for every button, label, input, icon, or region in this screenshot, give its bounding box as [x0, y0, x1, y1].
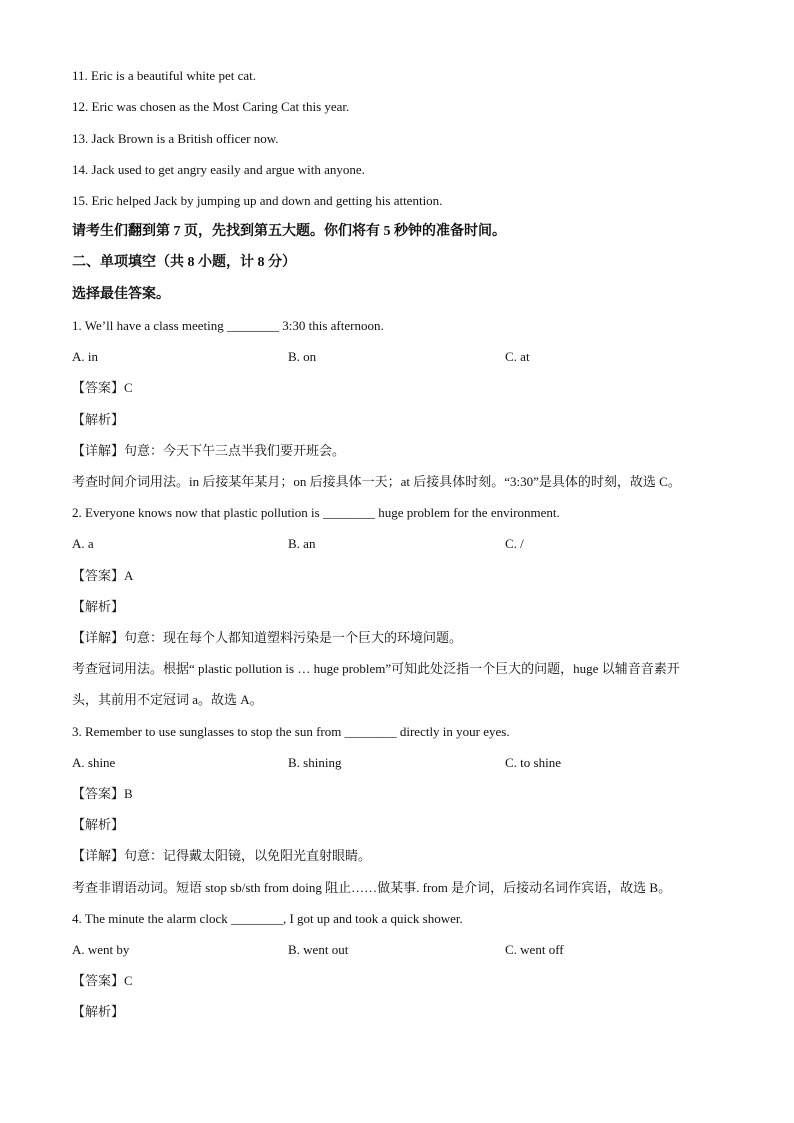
question-4-option-b: B. went out [288, 942, 349, 957]
question-4-option-c: C. went off [505, 942, 564, 957]
statement-13: 13. Jack Brown is a British officer now. [72, 131, 279, 146]
question-1-detail-2: 考查时间介词用法。in 后接某年某月；on 后接具体一天；at 后接具体时刻。“3:30”是具体的时刻，故选 C。 [72, 474, 681, 489]
question-1-detail-1: 【详解】句意：今天下午三点半我们要开班会。 [72, 443, 346, 458]
statement-14: 14. Jack used to get angry easily and argue with anyone. [72, 162, 365, 177]
question-1-option-b: B. on [288, 349, 317, 364]
question-2-stem: 2. Everyone knows now that plastic pollution is ________ huge problem for the environment. [72, 505, 560, 520]
question-3-answer: 【答案】B [72, 786, 133, 801]
question-4-analysis: 【解析】 [72, 1004, 125, 1019]
question-2-detail-2: 考查冠词用法。根据“ plastic pollution is … huge problem”可知此处泛指一个巨大的问题，huge 以辅音音素开 [72, 661, 680, 676]
instruction: 请考生们翻到第 7 页，先找到第五大题。你们将有 5 秒钟的准备时间。 [72, 224, 506, 239]
question-3-option-a: A. shine [72, 755, 116, 770]
question-1-analysis: 【解析】 [72, 412, 125, 427]
question-2-option-c: C. / [505, 536, 524, 551]
question-3-stem: 3. Remember to use sunglasses to stop the sun from ________ directly in your eyes. [72, 724, 510, 739]
question-2-detail-3: 头，其前用不定冠词 a。故选 A。 [72, 692, 263, 707]
section-title: 二、单项填空（共 8 小题，计 8 分） [72, 255, 296, 270]
statement-12: 12. Eric was chosen as the Most Caring Cat this year. [72, 99, 350, 114]
question-3-analysis: 【解析】 [72, 817, 125, 832]
question-3-detail-2: 考查非谓语动词。短语 stop sb/sth from doing 阻止……做某事. from 是介词，后接动名词作宾语，故选 B。 [72, 880, 672, 895]
question-2-analysis: 【解析】 [72, 599, 125, 614]
question-4-stem: 4. The minute the alarm clock ________, I got up and took a quick shower. [72, 911, 463, 926]
question-1-answer: 【答案】C [72, 380, 133, 395]
question-3-detail-1: 【详解】句意：记得戴太阳镜，以免阳光直射眼睛。 [72, 848, 372, 863]
question-2-option-a: A. a [72, 536, 94, 551]
question-2-detail-1: 【详解】句意：现在每个人都知道塑料污染是一个巨大的环境问题。 [72, 630, 463, 645]
question-2-option-b: B. an [288, 536, 316, 551]
question-3-option-c: C. to shine [505, 755, 561, 770]
statement-11: 11. Eric is a beautiful white pet cat. [72, 68, 256, 83]
question-3-option-b: B. shining [288, 755, 342, 770]
question-4-option-a: A. went by [72, 942, 130, 957]
question-1-stem: 1. We’ll have a class meeting ________ 3:30 this afternoon. [72, 318, 384, 333]
question-1-option-a: A. in [72, 349, 98, 364]
question-4-answer: 【答案】C [72, 973, 133, 988]
question-2-answer: 【答案】A [72, 568, 134, 583]
question-1-option-c: C. at [505, 349, 530, 364]
statement-15: 15. Eric helped Jack by jumping up and down and getting his attention. [72, 193, 443, 208]
section-subtitle: 选择最佳答案。 [72, 287, 170, 302]
